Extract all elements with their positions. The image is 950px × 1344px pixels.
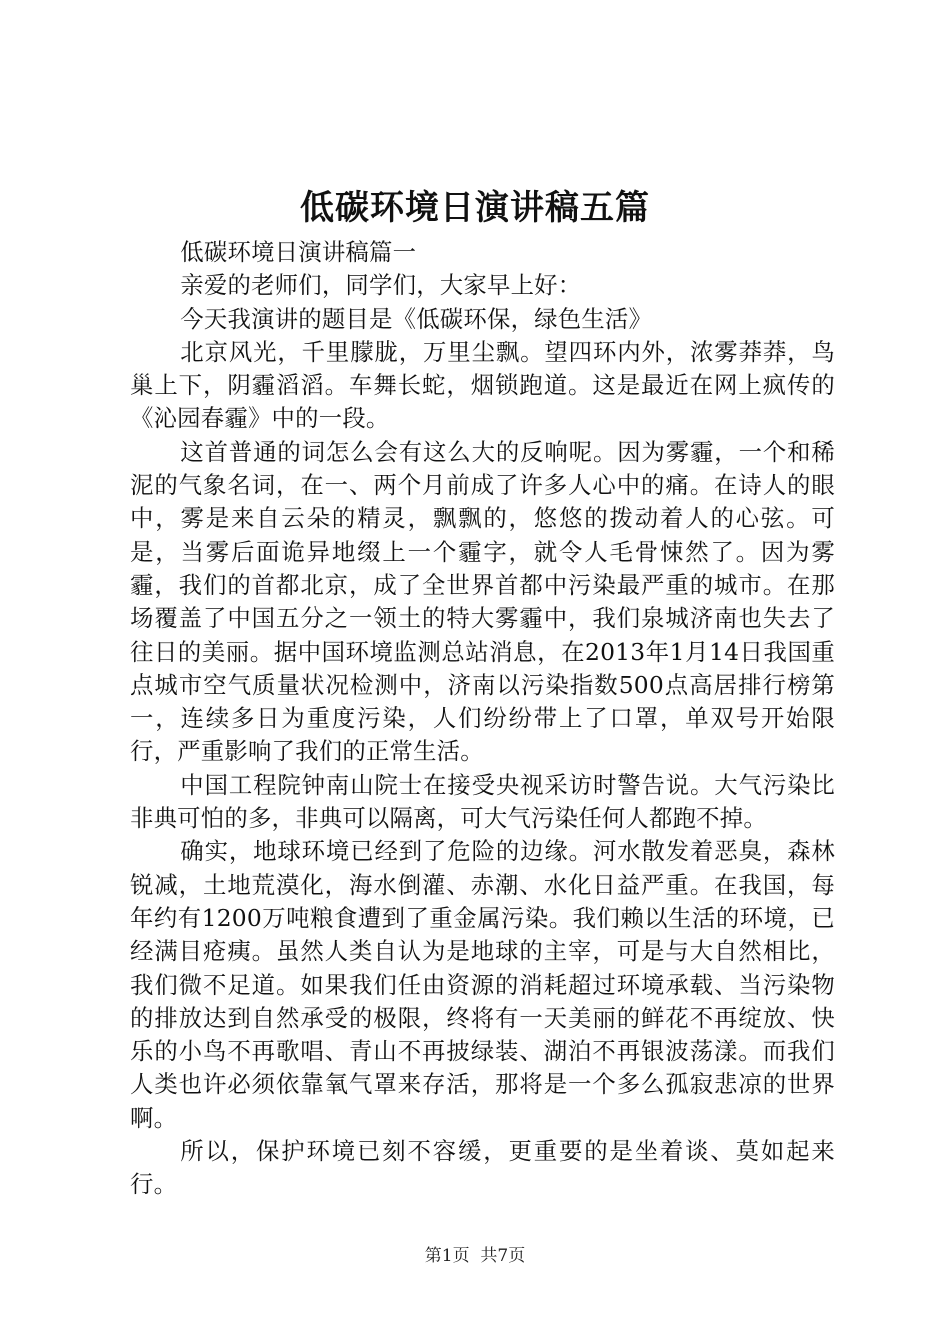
page-footer xyxy=(0,1244,950,1268)
document-body xyxy=(130,236,835,1202)
body-paragraph: 这首普通的词怎么会有这么大的反响呢。因为雾霾，一个和稀泥的气象名词，在一、两个月前成了许多人心中的痛。在诗人的眼中，雾是来自云朵的精灵，飘飘的，悠悠的拨动着人的心弦。可是，当雾后面诡异地缀上一个霾字，就令人毛骨悚然了。因为雾霾，我们的首都北京，成了全世界首都中污染最严重的城市。在那场覆盖了中国五分之一领土的特大雾霾中，我们泉城济南也失去了往日的美丽。据中国环境监测总站消息，在2013年1月14日我国重点城市空气质量状况检测中，济南以污染指数500点高居排行榜第一，连续多日为重度污染，人们纷纷带上了口罩，单双号开始限行，严重影响了我们的正常生活。 xyxy=(130,437,835,766)
section-heading: 低碳环境日演讲稿篇一 xyxy=(180,238,417,266)
body-paragraph: 所以，保护环境已刻不容缓，更重要的是坐着谈、莫如起来行。 xyxy=(130,1137,835,1199)
body-paragraph: 确实，地球环境已经到了危险的边缘。河水散发着恶臭，森林锐减，土地荒漠化，海水倒灌、赤潮、水化日益严重。在我国，每年约有1200万吨粮食遭到了重金属污染。我们赖以生活的环境，已经满目疮痍。虽然人类自认为是地球的主宰，可是与大自然相比，我们微不足道。如果我们任由资源的消耗超过环境承载、当污染物的排放达到自然承受的极限，终将有一天美丽的鲜花不再绽放、快乐的小鸟不再歌唱、青山不再披绿装、湖泊不再银波荡漾。而我们人类也许必须依靠氧气罩来存活，那将是一个多么孤寂悲凉的世界啊。 xyxy=(130,837,835,1132)
document-title: 低碳环境日演讲稿五篇 xyxy=(300,188,650,228)
page-number: 第1页 xyxy=(424,1246,470,1266)
page-total: 共7页 xyxy=(480,1246,526,1266)
body-paragraph: 中国工程院钟南山院士在接受央视采访时警告说。大气污染比非典可怕的多，非典可以隔离，可大气污染任何人都跑不掉。 xyxy=(130,770,835,833)
body-paragraph: 北京风光，千里朦胧，万里尘飘。望四环内外，浓雾莽莽，鸟巢上下，阴霾滔滔。车舞长蛇，烟锁跑道。这是最近在网上疯传的《沁园春霾》中的一段。 xyxy=(130,337,835,433)
topic-paragraph: 今天我演讲的题目是《低碳环保，绿色生活》 xyxy=(180,304,653,333)
salutation-paragraph: 亲爱的老师们，同学们，大家早上好： xyxy=(180,271,582,300)
